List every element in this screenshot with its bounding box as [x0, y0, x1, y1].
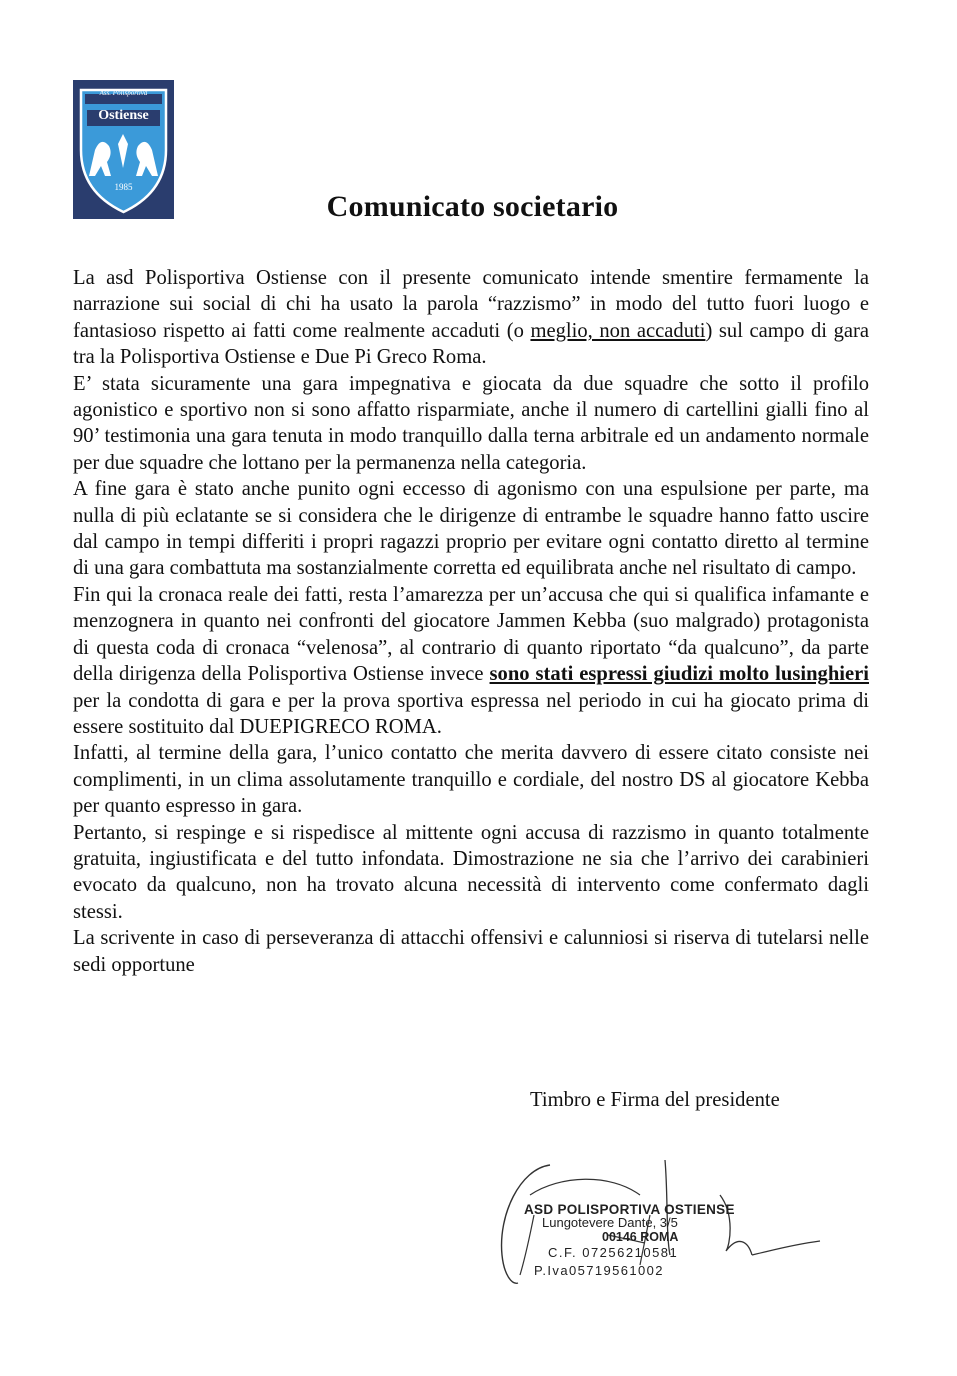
logo-top-text: Ass. Polisportiva — [99, 89, 148, 97]
bold-underlined-phrase: sono stati espressi giudizi molto lusinghieri — [489, 663, 870, 686]
paragraph-1: La asd Polisportiva Ostiense con il presente comunicato intende smentire fermamente la narrazione sui social di chi ha usato la parola “razzismo” in modo del tutto fuori luogo e fantasioso rispetto ai fatti come realmente accaduti (o meglio, non accaduti) sul campo di gara tra la Polisportiva Ostiense e Due Pi Greco Roma. — [73, 267, 869, 369]
stamp-and-signature — [490, 1155, 830, 1305]
signature-caption: Timbro e Firma del presidente — [530, 1089, 780, 1111]
paragraph-4: Fin qui la cronaca reale dei fatti, resta l’amarezza per un’accusa che qui si qualifica infamante e menzognera in quanto nei confronti del giocatore Jammen Kebba (suo malgrado) protagonista di questa coda di cronaca “velenosa”, al contrario di quanto riportato “da qualcuno”, da parte della dirigenza della Polisportiva Ostiense invece sono stati espressi giudizi molto lusinghieri per la condotta di gara e per la prova sportiva espressa nel periodo in cui ha giocato prima di essere sostituito dal DUEPIGRECO ROMA. — [73, 583, 870, 738]
document-body — [73, 265, 869, 978]
paragraph-7: La scrivente in caso di perseveranza di attacchi offensivi e calunniosi si riserva di tutelarsi nelle sedi opportune — [73, 927, 869, 976]
logo-year-text: 1985 — [114, 182, 133, 192]
document-title: Comunicato societario — [326, 190, 619, 223]
logo-name-text: Ostiense — [98, 108, 149, 123]
paragraph-3: A fine gara è stato anche punito ogni eccesso di agonismo con una espulsione per parte, ma nulla di più eclatante se si considera che le dirigenze di entrambe le squadre hanno fatto uscire dal campo in tempi differiti i propri ragazzi proprio per evitare ogni contatto diretto al termine di una gara combattuta ma sostanzialmente corretta ed equilibrata anche nel risultato di campo. — [73, 478, 869, 580]
stamp-line-4: C.F. 07256210581 — [548, 1245, 679, 1260]
stamp-line-1: ASD POLISPORTIVA OSTIENSE — [524, 1202, 735, 1217]
stamp-line-3: 00146 ROMA — [602, 1230, 679, 1244]
paragraph-2: E’ stata sicuramente una gara impegnativa e giocata da due squadre che sotto il profilo agonistico e sportivo non si sono affatto risparmiate, anche il numero di cartellini gialli fino al 90’ testimonia una gara tenuta in modo tranquillo dalla terna arbitrale ed un andamento normale per due squadre che lottano per la permanenza nella categoria. — [73, 372, 869, 474]
stamp-line-2: Lungotevere Dante, 3/5 — [542, 1215, 678, 1230]
paragraph-6: Pertanto, si respinge e si rispedisce al mittente ogni accusa di razzismo in quanto totalmente gratuita, ingiustificata e del tutto infondata. Dimostrazione ne sia che l’arrivo dei carabinieri evocato da qualcuno, non ha trovato alcuna necessità di intervento come confermato dagli stessi. — [73, 821, 869, 923]
paragraph-5: Infatti, al termine della gara, l’unico contatto che merita davvero di essere citato consiste nei complimenti, in un clima assolutamente tranquillo e cordiale, del nostro DS al giocatore Kebba per quanto espresso in gara. — [73, 742, 869, 818]
stamp-line-5: P.Iva05719561002 — [534, 1263, 664, 1278]
underlined-phrase: meglio, non accaduti — [530, 319, 706, 342]
